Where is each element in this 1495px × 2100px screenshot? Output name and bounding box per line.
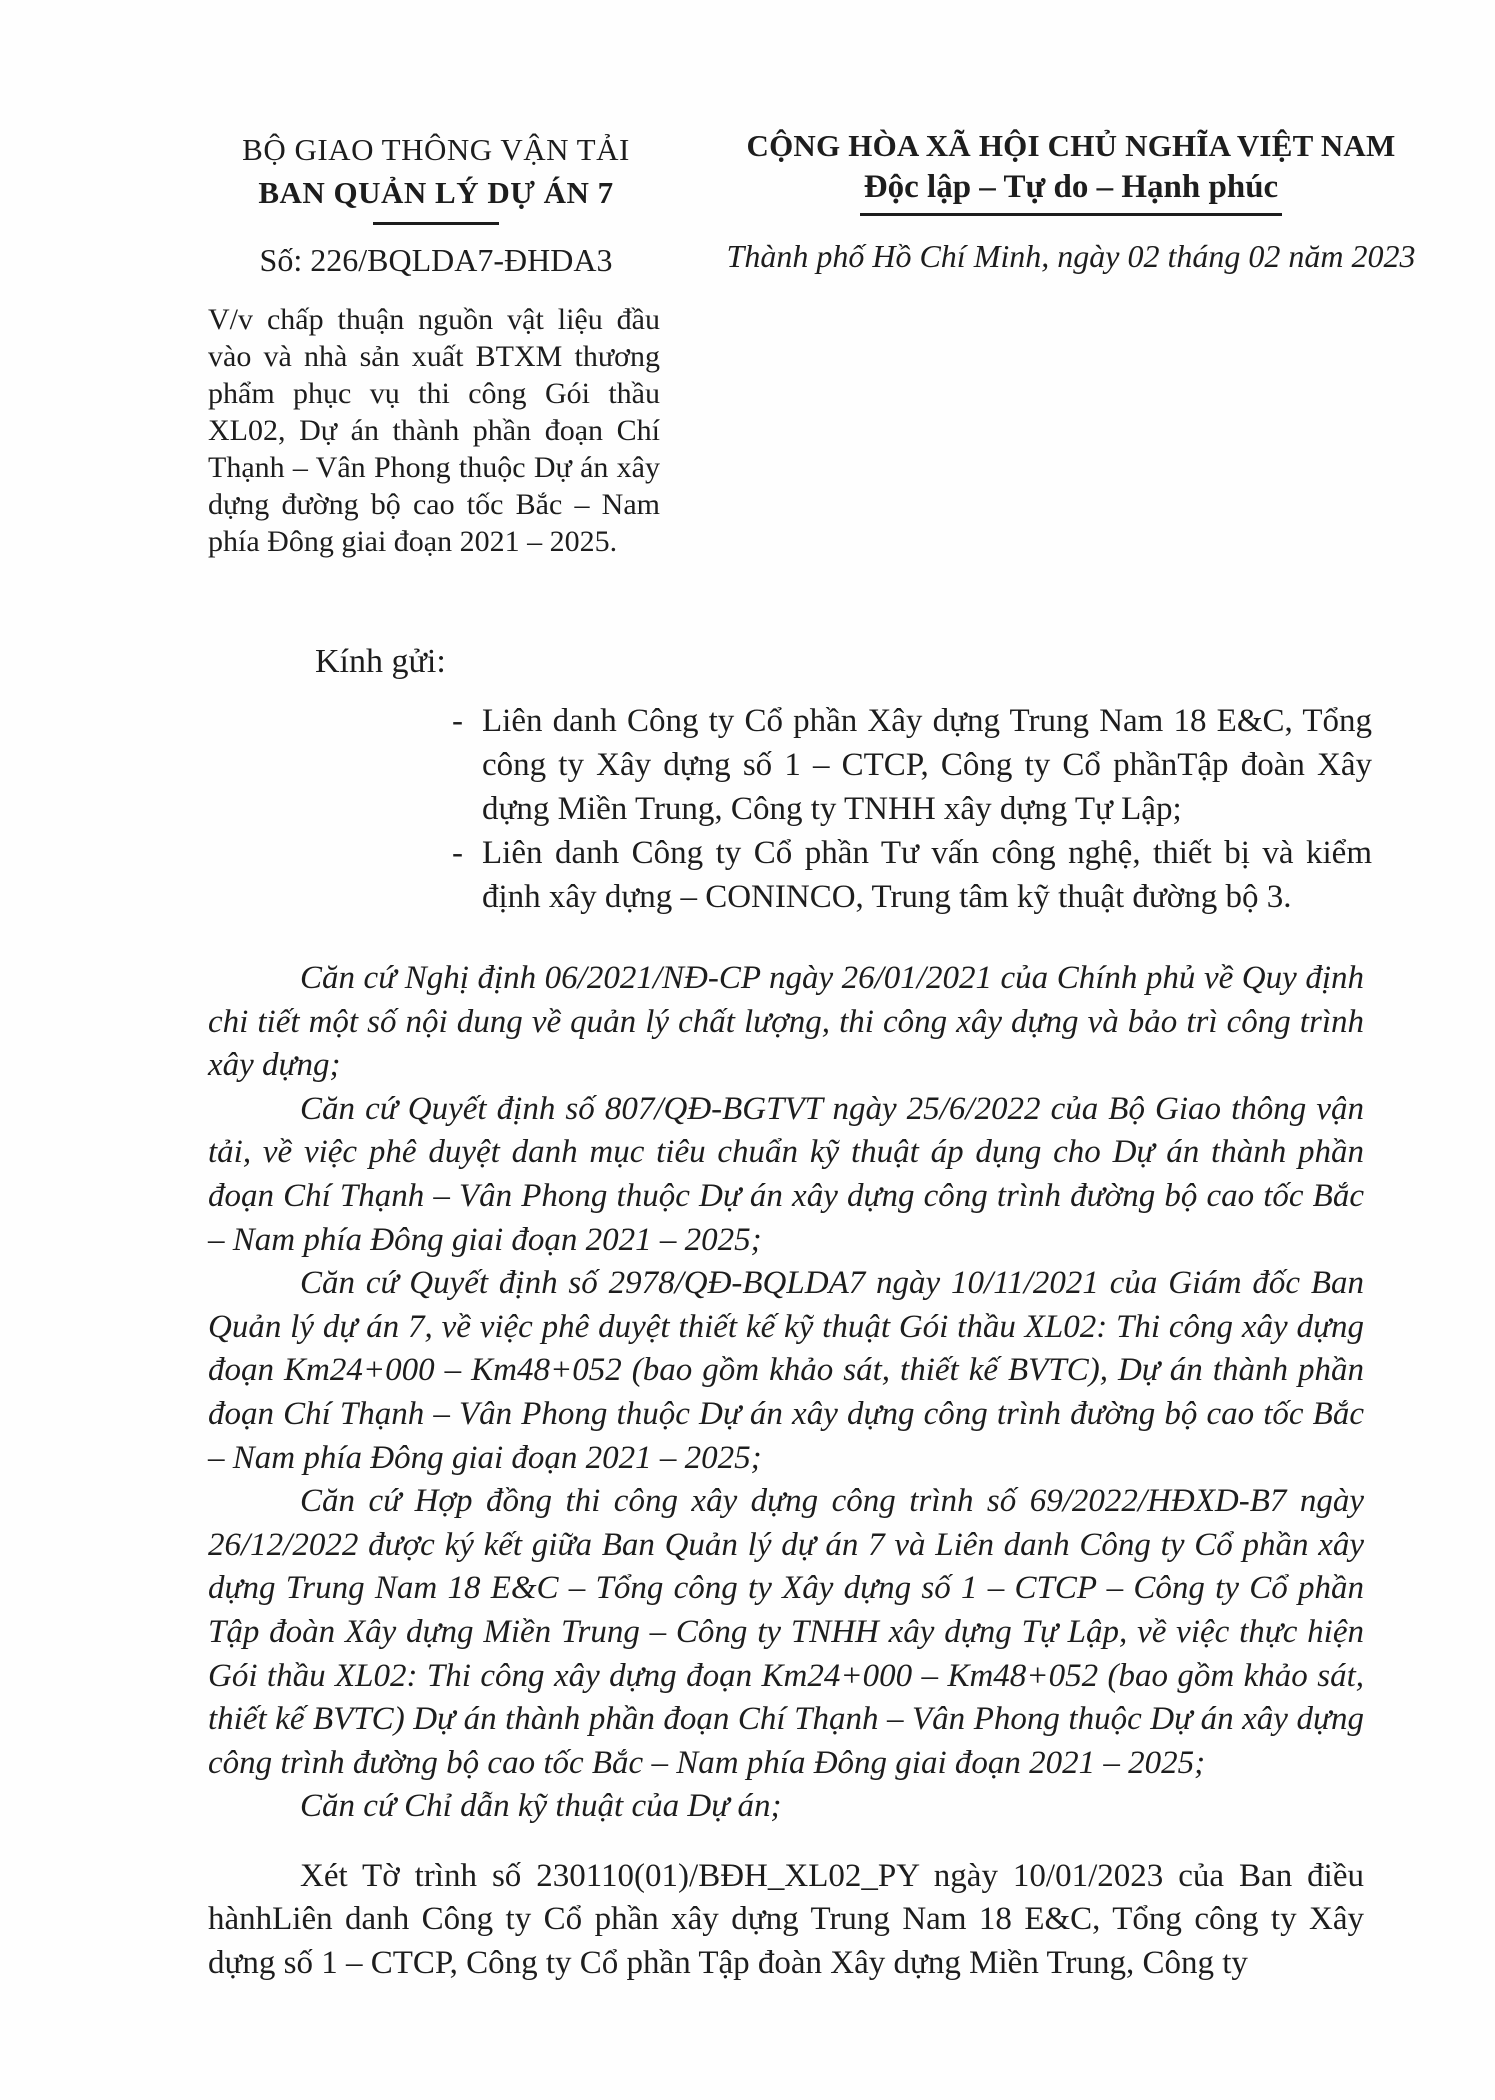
motto-wrap	[692, 165, 1450, 216]
document-number: Số: 226/BQLDA7-ĐHDA3	[259, 242, 613, 278]
legal-basis-paragraph: Căn cứ Hợp đồng thi công xây dựng công trình số 69/2022/HĐXD-B7 ngày 26/12/2022 được ký kết giữa Ban Quản lý dự án 7 và Liên danh Công ty Cổ phần xây dựng Trung Nam 18 E&C – Tổng công ty Xây dựng số 1 – CTCP – Công ty Cổ phần Tập đoàn Xây dựng Miền Trung – Công ty TNHH xây dựng Tự Lập, về việc thực hiện Gói thầu XL02: Thi công xây dựng đoạn Km24+000 – Km48+052 (bao gồm khảo sát, thiết kế BVTC) Dự án thành phần đoạn Chí Thạnh – Vân Phong thuộc Dự án xây dựng công trình đường bộ cao tốc Bắc – Nam phía Đông giai đoạn 2021 – 2025;	[208, 1483, 1364, 1781]
salutation: Kính gửi:	[315, 643, 446, 680]
recipient-text: Liên danh Công ty Cổ phần Tư vấn công nghệ, thiết bị và kiểm định xây dựng – CONINCO, Trung tâm kỹ thuật đường bộ 3.	[482, 835, 1372, 915]
recipient-text: Liên danh Công ty Cổ phần Xây dựng Trung Nam 18 E&C, Tổng công ty Xây dựng số 1 – CTCP, Công ty Cổ phầnTập đoàn Xây dựng Miền Trung, Công ty TNHH xây dựng Tự Lập;	[482, 703, 1372, 827]
legal-basis-paragraph: Căn cứ Chỉ dẫn kỹ thuật của Dự án;	[300, 1788, 782, 1825]
place-and-date: Thành phố Hồ Chí Minh, ngày 02 tháng 02 năm 2023	[726, 238, 1416, 274]
legal-basis-paragraph: Căn cứ Quyết định số 2978/QĐ-BQLDA7 ngày 10/11/2021 của Giám đốc Ban Quản lý dự án 7, về việc phê duyệt thiết kế kỹ thuật Gói thầu XL02: Thi công xây dựng đoạn Km24+000 – Km48+052 (bao gồm khảo sát, thiết kế BVTC), Dự án thành phần đoạn Chí Thạnh – Vân Phong thuộc Dự án xây dựng công trình đường bộ cao tốc Bắc – Nam phía Đông giai đoạn 2021 – 2025;	[208, 1265, 1364, 1476]
legal-basis-paragraph: Căn cứ Quyết định số 807/QĐ-BGTVT ngày 25/6/2022 của Bộ Giao thông vận tải, về việc phê duyệt danh mục tiêu chuẩn kỹ thuật áp dụng cho Dự án thành phần đoạn Chí Thạnh – Vân Phong thuộc Dự án xây dựng công trình đường bộ cao tốc Bắc – Nam phía Đông giai đoạn 2021 – 2025;	[208, 1090, 1364, 1258]
national-title: CỘNG HÒA XÃ HỘI CHỦ NGHĨA VIỆT NAM	[746, 128, 1396, 163]
department-underline-rule	[373, 222, 499, 225]
bullet-dash: -	[452, 703, 463, 739]
list-item	[450, 699, 1372, 831]
letter-body	[208, 957, 1364, 1986]
consideration-paragraph: Xét Tờ trình số 230110(01)/BĐH_XL02_PY ngày 10/01/2023 của Ban điều hànhLiên danh Công ty Cổ phần xây dựng Trung Nam 18 E&C, Tổng công ty Xây dựng số 1 – CTCP, Công ty Cổ phần Tập đoàn Xây dựng Miền Trung, Công ty	[208, 1857, 1364, 1982]
issuing-authority-block	[210, 131, 662, 279]
bullet-dash: -	[452, 835, 463, 871]
ministry-name: BỘ GIAO THÔNG VẬN TẢI	[242, 132, 630, 167]
legal-basis-paragraph: Căn cứ Nghị định 06/2021/NĐ-CP ngày 26/01/2021 của Chính phủ về Quy định chi tiết một số nội dung về quản lý chất lượng, thi công xây dựng và bảo trì công trình xây dựng;	[208, 960, 1364, 1084]
list-item	[450, 831, 1372, 919]
national-motto: Độc lập – Tự do – Hạnh phúc	[860, 169, 1282, 216]
national-header-block	[692, 127, 1450, 275]
subject-line: V/v chấp thuận nguồn vật liệu đầu vào và nhà sản xuất BTXM thương phẩm phục vụ thi công Gói thầu XL02, Dự án thành phần đoạn Chí Thạnh – Vân Phong thuộc Dự án xây dựng đường bộ cao tốc Bắc – Nam phía Đông giai đoạn 2021 – 2025.	[208, 303, 660, 558]
recipient-list	[450, 699, 1372, 919]
department-name: BAN QUẢN LÝ DỰ ÁN 7	[258, 175, 614, 210]
